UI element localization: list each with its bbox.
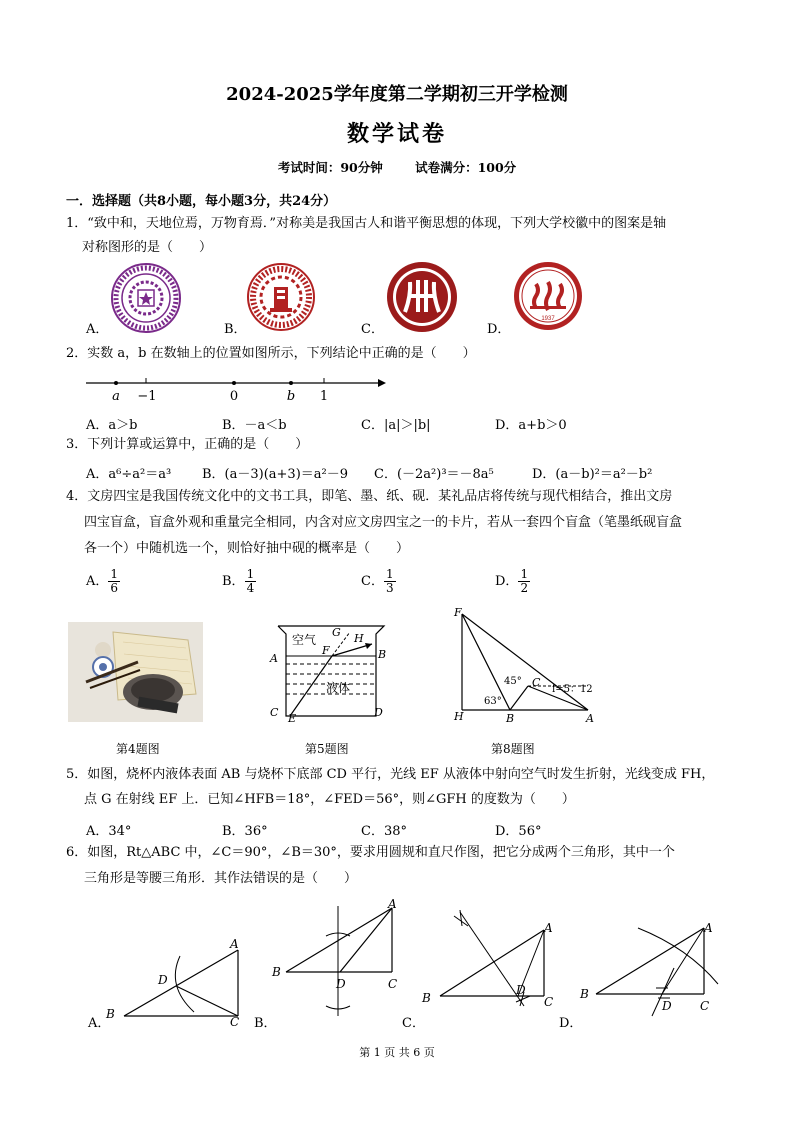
q4-opt-c	[361, 568, 396, 595]
q6-opt-b: B．	[254, 1016, 277, 1031]
q1-line2: 对称图形的是（ ）	[82, 240, 213, 255]
q3-opt-c: C．(－2a²)³＝－8a⁵	[374, 467, 494, 482]
fig8-C: C	[532, 676, 541, 689]
q6-opt-a: A．	[88, 1016, 111, 1031]
fig8-A: A	[586, 712, 594, 724]
fig8-H: H	[454, 710, 464, 723]
q6a-C: C	[230, 1015, 240, 1028]
q4-opt-c-label: C．	[361, 574, 384, 589]
q1-line1: 1．“致中和，天地位焉，万物育焉．”对称美是我国古人和谐平衡思想的体现，下列大学校徽中的图案是轴	[66, 216, 667, 231]
emblem-d	[512, 260, 584, 332]
axis-label-b: b	[286, 389, 296, 404]
q4-line1: 4．文房四宝是我国传统文化中的文书工具，即笔、墨、纸、砚．某礼品店将传统与现代相结合，推出文房	[66, 489, 673, 504]
q3-stem: 3．下列计算或运算中，正确的是（ ）	[66, 437, 309, 452]
q1-opt-b: B．	[224, 322, 247, 337]
q6-opt-c: C．	[402, 1016, 425, 1031]
q4-opt-d-label: D．	[495, 574, 519, 589]
q3-opt-b: B．(a－3)(a+3)＝a²－9	[202, 467, 349, 482]
q6a-A: A	[230, 937, 239, 951]
q4-opt-d-den: 2	[520, 581, 529, 595]
fig8-caption: 第8题图	[491, 742, 535, 756]
axis-label-a: a	[112, 389, 120, 404]
q6-fig-a	[104, 936, 252, 1028]
number-line	[84, 374, 389, 408]
exam-subtitle: 数学试卷	[346, 121, 447, 147]
fig5-G: G	[332, 626, 341, 639]
q5-opt-a: A．34°	[86, 824, 132, 839]
q4-opt-b-den: 4	[246, 581, 255, 595]
q4-opt-a-num: 1	[110, 567, 119, 581]
exam-info	[0, 158, 794, 176]
page-footer: 第 1 页 共 6 页	[359, 1046, 435, 1059]
fig5-H: H	[354, 632, 364, 645]
q6c-C: C	[544, 995, 554, 1009]
q5-line2: 点 G 在射线 EF 上．已知∠HFB＝18°，∠FED＝56°，则∠GFH 的度数为（ ）	[84, 792, 575, 807]
q5-opt-b: B．36°	[222, 824, 268, 839]
section-title: 一．选择题（共8小题，每小题3分，共24分）	[66, 194, 337, 209]
fig5-air: 空气	[292, 633, 317, 647]
q6b-C: C	[388, 977, 398, 991]
fig8-slope-ratio: i=5：12	[552, 684, 593, 695]
exam-time: 考试时间：90分钟	[277, 160, 383, 175]
q3-opt-a: A．a⁶÷a²＝a³	[86, 467, 172, 482]
axis-label-neg1: −1	[137, 389, 157, 404]
q2-opt-a: A．a＞b	[86, 418, 138, 433]
fig5-beaker	[268, 622, 392, 722]
fig5-liquid: 液体	[326, 681, 351, 695]
q4-opt-c-den: 3	[385, 581, 394, 595]
q4-opt-b-num: 1	[246, 567, 255, 581]
q6c-D: D	[516, 983, 526, 997]
q6d-B: B	[580, 987, 589, 1001]
q6b-D: D	[336, 977, 346, 991]
fig8-F: F	[454, 606, 462, 619]
q2-opt-c: C．|a|＞|b|	[361, 418, 431, 433]
q6d-A: A	[704, 921, 713, 935]
q6-fig-d	[578, 918, 728, 1024]
q6c-B: B	[422, 991, 431, 1005]
q1-opt-d: D．	[487, 322, 511, 337]
fig5-D: D	[374, 706, 383, 719]
q4-opt-a-den: 6	[110, 581, 119, 595]
fig5-E: E	[288, 712, 297, 722]
q6-fig-c	[420, 906, 560, 1010]
q4-opt-a-label: A．	[86, 574, 109, 589]
q4-line3: 各一个）中随机选一个，则恰好抽中砚的概率是（ ）	[84, 541, 410, 556]
q6c-A: A	[544, 921, 553, 935]
fig5-C: C	[270, 706, 279, 719]
q6b-B: B	[272, 965, 281, 979]
q1-opt-c: C．	[361, 322, 384, 337]
q4-opt-d-num: 1	[520, 567, 529, 581]
fig4-caption: 第4题图	[116, 742, 160, 756]
q5-line1: 5．如图，烧杯内液体表面 AB 与烧杯下底部 CD 平行，光线 EF 从液体中射向空气时发生折射，光线变成 FH，	[66, 767, 715, 782]
q2-opt-d: D．a+b＞0	[495, 418, 567, 433]
q4-line2: 四宝盲盒，盲盒外观和重量完全相同，内含对应文房四宝之一的卡片，若从一套四个盲盒（笔墨纸砚盲盒	[84, 515, 683, 530]
exam-title: 2024-2025学年度第二学期初三开学检测	[226, 84, 568, 105]
q4-opt-b	[222, 568, 256, 595]
emblem-d-year: 1937	[541, 316, 555, 322]
fig4-photo	[68, 622, 203, 722]
fig5-B: B	[378, 648, 387, 661]
q6a-B: B	[106, 1007, 115, 1021]
q4-opt-c-num: 1	[385, 567, 394, 581]
q6d-C: C	[700, 999, 710, 1013]
axis-label-one: 1	[319, 389, 329, 404]
q4-opt-a	[86, 568, 120, 595]
emblem-b	[246, 262, 316, 332]
emblem-a	[110, 262, 182, 334]
q4-opt-d	[495, 568, 530, 595]
exam-score: 试卷满分：100分	[415, 160, 517, 175]
q2-stem: 2．实数 a，b 在数轴上的位置如图所示，下列结论中正确的是（ ）	[66, 346, 476, 361]
q6b-A: A	[388, 897, 397, 911]
q2-opt-b: B．－a＜b	[222, 418, 287, 433]
fig8-angle45: 45°	[504, 676, 522, 687]
q3-opt-d: D．(a－b)²＝a²－b²	[532, 467, 653, 482]
q6-opt-d: D．	[559, 1016, 583, 1031]
fig5-F: F	[322, 644, 330, 657]
q6a-D: D	[158, 973, 168, 987]
q6-line2: 三角形是等腰三角形．其作法错误的是（ ）	[84, 871, 358, 886]
fig5-A: A	[270, 652, 278, 665]
q1-opt-a: A．	[86, 322, 109, 337]
fig8-slope	[450, 604, 606, 724]
fig5-caption: 第5题图	[305, 742, 349, 756]
q6-fig-b	[270, 896, 410, 1026]
fig8-B: B	[506, 712, 515, 724]
fig8-angle63: 63°	[484, 696, 502, 707]
q5-opt-d: D．56°	[495, 824, 542, 839]
q6d-D: D	[662, 999, 672, 1013]
q6-line1: 6．如图，Rt△ABC 中，∠C＝90°，∠B＝30°，要求用圆规和直尺作图，把它分成两个三角形，其中一个	[66, 845, 675, 860]
emblem-c	[385, 260, 459, 334]
q5-opt-c: C．38°	[361, 824, 407, 839]
axis-label-zero: 0	[229, 389, 239, 404]
q4-opt-b-label: B．	[222, 574, 245, 589]
